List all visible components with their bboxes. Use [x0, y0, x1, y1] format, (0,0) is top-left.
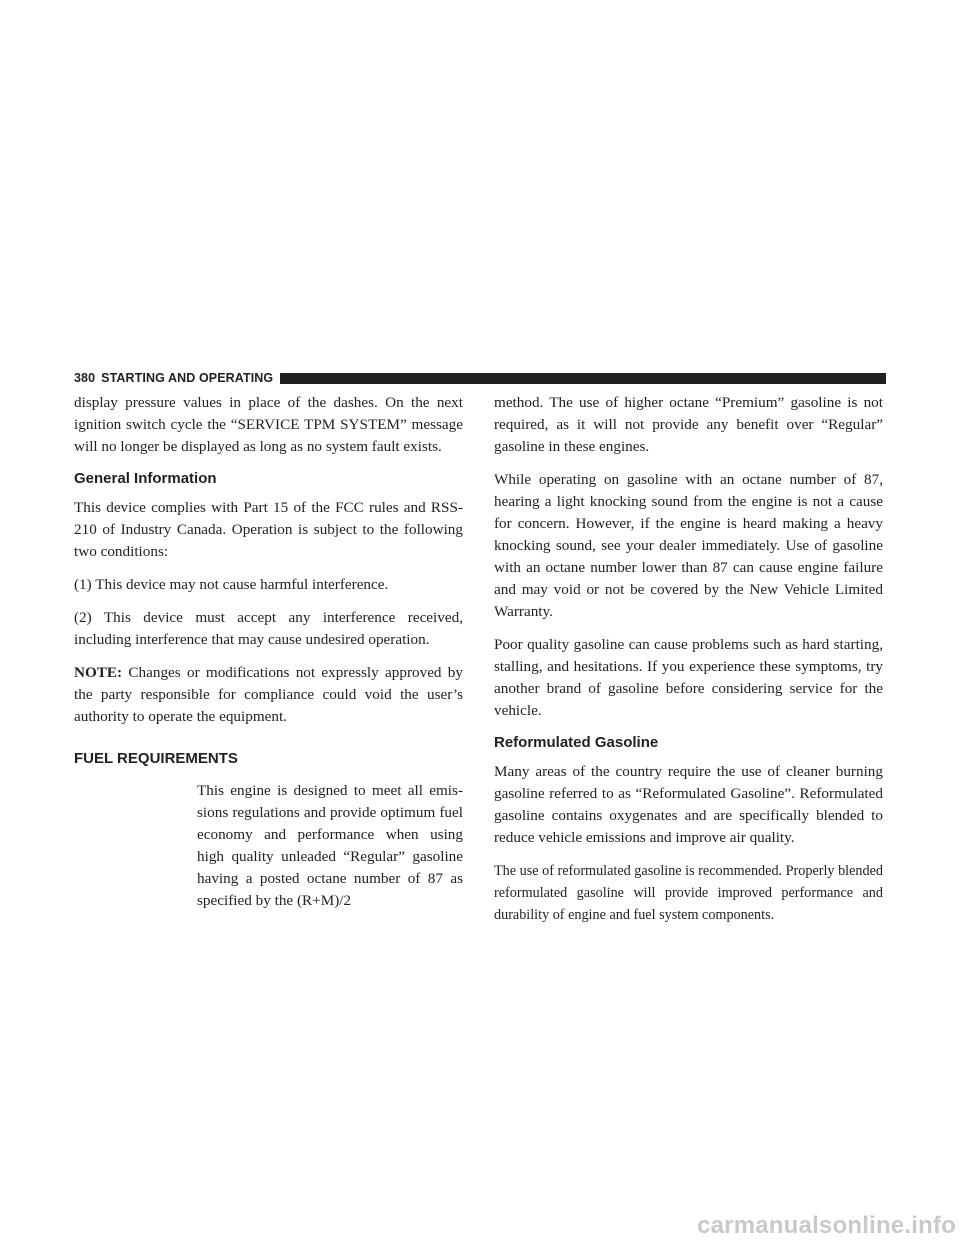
left-column	[74, 392, 463, 923]
note-paragraph	[74, 662, 463, 728]
reformulated-recommended-paragraph: The use of reformulated gasoline is recommended. Properly blended reformulated gasoline will provide improved performance and durability of engine and fuel system components.	[494, 863, 883, 923]
general-information-heading: General Information	[74, 470, 217, 487]
tpm-continued-paragraph: display pressure values in place of the dashes. On the next ignition switch cycle the “SERVICE TPM SYSTEM” message will no longer be displayed as long as no system fault exists.	[74, 394, 463, 455]
reformulated-gasoline-heading: Reformulated Gasoline	[494, 734, 659, 751]
note-label: NOTE:	[74, 664, 123, 681]
knocking-paragraph: While operating on gasoline with an octane number of 87, hearing a light knocking sound from the engine is not a cause for concern. However, if the engine is heard making a heavy knocking sound, see your dealer immediately. Use of gasoline with an octane number lower than 87 can cause engine failure and may void or not be covered by the New Vehicle Limited Warranty.	[494, 471, 883, 620]
page-number: 380	[74, 371, 96, 385]
page-header	[74, 370, 886, 386]
poor-quality-paragraph: Poor quality gasoline can cause problems such as hard starting, stalling, and hesitations. If you experience these symptoms, try another brand of gasoline before considering service for the vehicle.	[494, 636, 883, 719]
note-text: Changes or modifications not expressly approved by the party responsible for compliance could void the user’s authority to operate the equipment.	[74, 664, 463, 725]
octane-method-paragraph: method. The use of higher octane “Premium” gasoline is not required, as it will not provide any benefit over “Regular” gasoline in these engines.	[494, 394, 883, 455]
reformulated-paragraph: Many areas of the country require the use of cleaner burning gasoline referred to as “Reformulated Gasoline”. Reformulated gasoline contains oxygenates and are specifically blended to reduce vehicle emissions and improve air quality.	[494, 763, 883, 846]
fuel-requirements-paragraph: This engine is designed to meet all emissions regulations and provide optimum fuel economy and performance when using high quality unleaded “Regular” gasoline having a posted octane number of 87 as specified by the (R+M)/2	[197, 782, 463, 909]
header-rule	[280, 373, 886, 384]
condition-2: (2) This device must accept any interference received, including interference that may cause undesired operation.	[74, 609, 463, 648]
right-column	[494, 392, 883, 937]
condition-1: (1) This device may not cause harmful interference.	[74, 576, 389, 593]
fuel-requirements-heading: FUEL REQUIREMENTS	[74, 750, 238, 767]
site-watermark: carmanualsonline.info	[697, 1212, 956, 1239]
section-title: STARTING AND OPERATING	[101, 371, 274, 385]
fcc-compliance-paragraph: This device complies with Part 15 of the FCC rules and RSS-210 of Industry Canada. Operation is subject to the following two conditions:	[74, 499, 463, 560]
